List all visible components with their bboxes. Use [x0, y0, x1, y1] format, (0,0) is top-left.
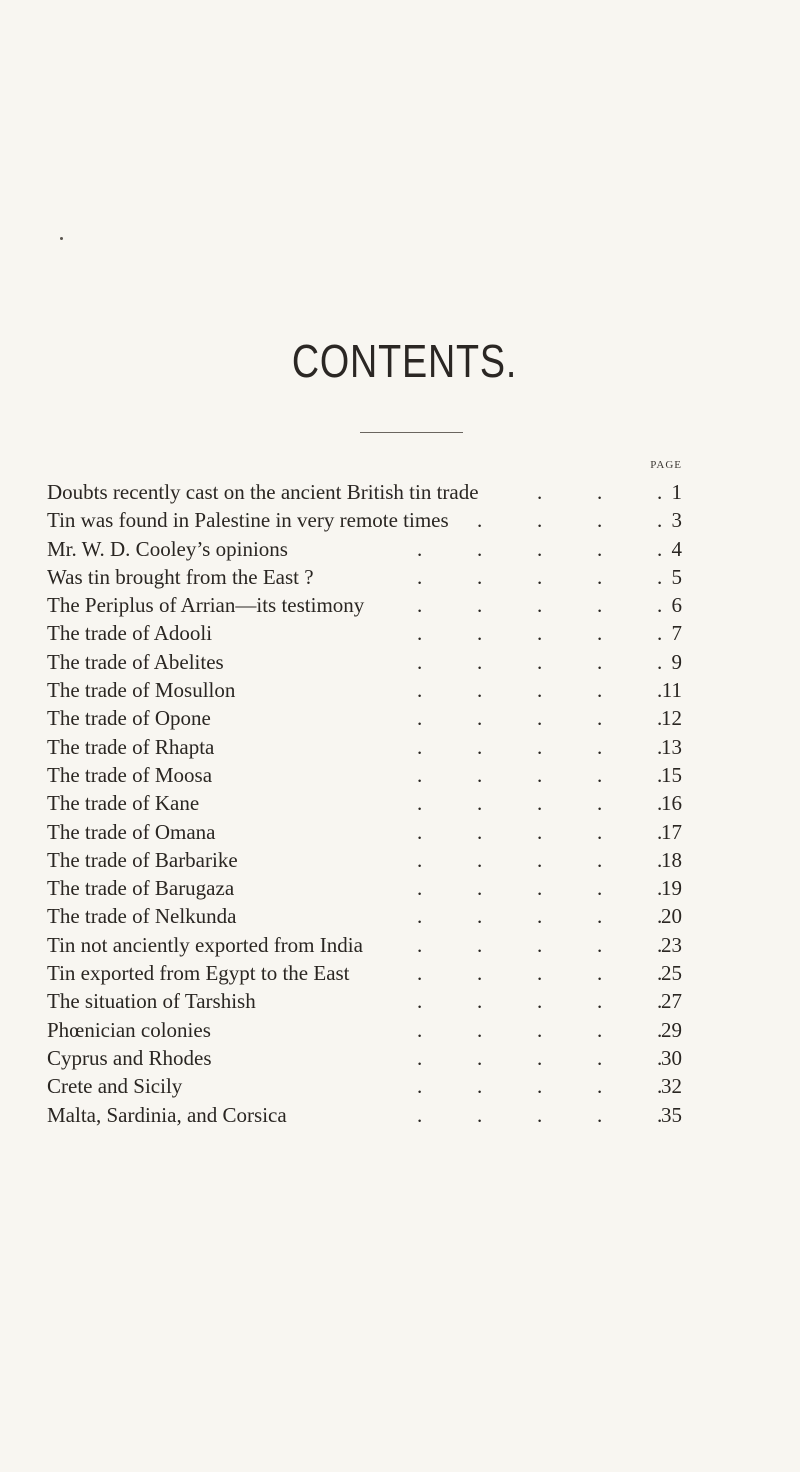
toc-entry: The trade of Barugaza . . . . . 19: [47, 874, 687, 902]
toc-entry: The trade of Opone . . . . . 12: [47, 704, 687, 732]
toc-entry-title: Cyprus and Rhodes: [47, 1045, 212, 1070]
toc-entry-title: Tin was found in Palestine in very remote times: [47, 508, 449, 533]
toc-entry-title: Was tin brought from the East ?: [47, 564, 314, 589]
toc-entry: Crete and Sicily . . . . . 32: [47, 1072, 687, 1100]
toc-entry-title: Doubts recently cast on the ancient British tin trade: [47, 480, 479, 504]
toc-entry: The trade of Abelites . . . . . 9: [47, 648, 687, 676]
toc-entry-title: The trade of Abelites: [47, 649, 224, 674]
toc-entry-title: The trade of Mosullon: [47, 678, 236, 703]
toc-entry: The trade of Omana . . . . . 17: [47, 818, 687, 846]
toc-entry-title: The trade of Nelkunda: [47, 904, 237, 929]
toc-entry: Tin exported from Egypt to the East . . . . . 25: [47, 959, 687, 987]
toc-entry-title: Mr. W. D. Cooley’s opinions: [47, 536, 288, 561]
toc-entry-page: 30: [661, 1045, 682, 1070]
toc-entry: Doubts recently cast on the ancient British tin trade . . . 1: [47, 478, 687, 506]
toc-entry: Malta, Sardinia, and Corsica . . . . . 35: [47, 1101, 687, 1129]
toc-entry-title: The trade of Opone: [47, 706, 211, 731]
page-column-label: PAGE: [650, 459, 682, 471]
toc-entry: Phœnician colonies . . . . . 29: [47, 1016, 687, 1044]
toc-entry-title: Tin not anciently exported from India: [47, 932, 363, 957]
toc-entry-page: 23: [661, 932, 682, 957]
toc-entry-page: 25: [661, 961, 682, 986]
toc-entry-page: 19: [661, 876, 682, 901]
toc-entry: The trade of Moosa . . . . . 15: [47, 761, 687, 789]
toc-entry: Tin not anciently exported from India . . . . . 23: [47, 931, 687, 959]
toc-entry-page: 32: [661, 1074, 682, 1099]
heading-rule: [360, 432, 463, 433]
table-of-contents: [47, 478, 687, 1129]
toc-entry: The trade of Nelkunda . . . . . 20: [47, 902, 687, 930]
toc-entry: The trade of Rhapta . . . . . 13: [47, 733, 687, 761]
toc-entry-page: 7: [671, 621, 682, 646]
toc-entry-page: 12: [661, 706, 682, 731]
toc-entry-title: Tin exported from Egypt to the East: [47, 961, 350, 986]
toc-entry-title: The trade of Rhapta: [47, 734, 215, 759]
toc-entry-page: 15: [661, 762, 682, 787]
toc-entry: Tin was found in Palestine in very remote times . . . . 3: [47, 506, 687, 534]
toc-entry-title: The trade of Omana: [47, 819, 216, 844]
toc-entry-page: 20: [661, 904, 682, 929]
toc-entry-page: 11: [661, 678, 682, 703]
toc-entry-title: Crete and Sicily: [47, 1074, 183, 1099]
toc-entry: The Periplus of Arrian—its testimony . . . . . 6: [47, 591, 687, 619]
toc-entry-page: 27: [661, 989, 682, 1014]
toc-entry-page: 18: [661, 847, 682, 872]
toc-entry-title: The situation of Tarshish: [47, 989, 256, 1014]
toc-entry-page: 16: [661, 791, 682, 816]
toc-entry: Mr. W. D. Cooley’s opinions . . . . . 4: [47, 535, 687, 563]
toc-entry-title: The trade of Barbarike: [47, 847, 238, 872]
contents-heading: CONTENTS.: [291, 335, 518, 387]
toc-entry-title: The trade of Adooli: [47, 621, 213, 646]
toc-entry: Cyprus and Rhodes . . . . . 30: [47, 1044, 687, 1072]
toc-entry-title: The Periplus of Arrian—its testimony: [47, 593, 365, 618]
toc-entry-title: The trade of Barugaza: [47, 876, 235, 901]
toc-entry-page: 13: [661, 734, 682, 759]
toc-entry-page: 6: [671, 593, 682, 618]
toc-entry-page: 4: [671, 536, 682, 561]
toc-entry-page: 17: [661, 819, 682, 844]
toc-entry: The trade of Kane . . . . . 16: [47, 789, 687, 817]
toc-entry-page: 3: [671, 508, 682, 533]
ink-speck: [60, 237, 63, 240]
toc-entry-page: 1: [671, 480, 682, 504]
toc-entry: Was tin brought from the East ? . . . . . 5: [47, 563, 687, 591]
toc-entry-title: The trade of Moosa: [47, 762, 213, 787]
toc-entry: The trade of Barbarike . . . . . 18: [47, 846, 687, 874]
toc-entry-page: 35: [661, 1102, 682, 1127]
toc-entry: The trade of Mosullon . . . . . 11: [47, 676, 687, 704]
toc-entry-title: The trade of Kane: [47, 791, 200, 816]
toc-entry-title: Malta, Sardinia, and Corsica: [47, 1102, 287, 1127]
toc-entry: The situation of Tarshish . . . . . 27: [47, 987, 687, 1015]
toc-entry-page: 5: [671, 564, 682, 589]
toc-entry-title: Phœnician colonies: [47, 1017, 211, 1042]
toc-entry-page: 29: [661, 1017, 682, 1042]
toc-entry: The trade of Adooli . . . . . 7: [47, 619, 687, 647]
toc-entry-page: 9: [671, 649, 682, 674]
